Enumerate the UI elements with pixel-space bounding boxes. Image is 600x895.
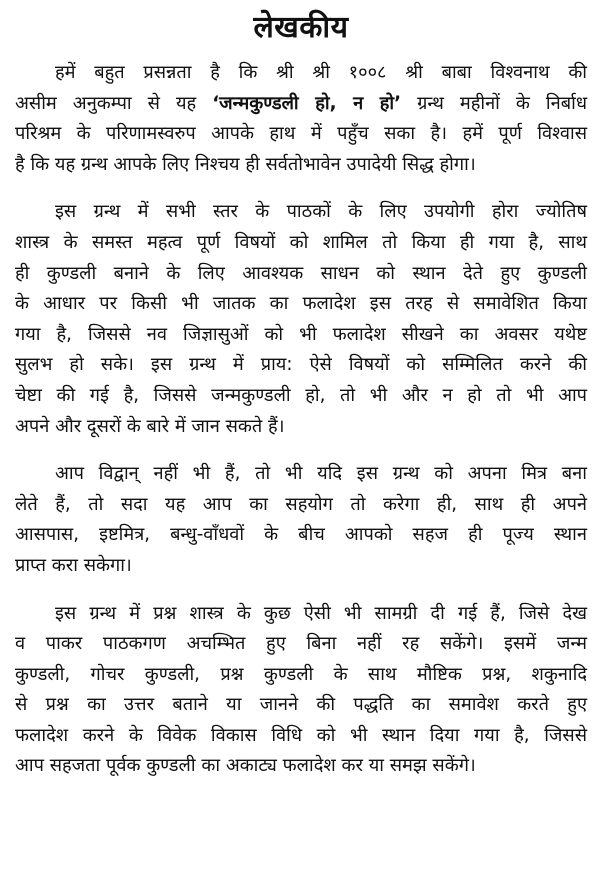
- page-title: लेखकीय: [253, 10, 349, 45]
- text-run: असीम अनुकम्पा से यह: [15, 92, 213, 114]
- paragraph-line: [15, 89, 587, 120]
- paragraph-line: प्राप्त करा सकेगा।: [15, 554, 132, 576]
- paragraph-line: आप विद्वान् नहीं भी हैं, तो भी यदि इस ग्रन्थ को अपना मित्र बना: [55, 463, 587, 485]
- paragraph-line: आसपास, इष्टमित्र, बन्धु-वाँधवों के बीच आपको सहज ही पूज्य स्थान: [15, 524, 587, 546]
- paragraph-line: परिश्रम के परिणामस्वरुप आपके हाथ में पहुँच सका है। हमें पूर्ण विश्वास: [15, 123, 587, 145]
- book-title-quote: ‘जन्मकुण्डली हो, न हो’: [212, 92, 402, 114]
- paragraph-line: सुलभ हो सके। इस ग्रन्थ में प्राय: ऐसे विषयों को सम्मिलित करने की: [15, 354, 587, 376]
- paragraph-line: कुण्डली, गोचर कुण्डली, प्रश्न कुण्डली के साथ मौष्टिक प्रश्न, शकुनादि: [15, 663, 587, 685]
- paragraph-line: ही कुण्डली बनाने के लिए आवश्यक साधन को स्थान देते हुए कुण्डली: [15, 262, 587, 284]
- paragraph-line: हमें बहुत प्रसन्नता है कि श्री श्री १००८ श्री बाबा विश्वनाथ की: [55, 62, 587, 83]
- paragraph-line: शास्त्र के समस्त महत्व पूर्ण विषयों को शामिल तो किया ही गया है, साथ: [15, 231, 587, 253]
- paragraph-line: चेष्टा की गई है, जिससे जन्मकुण्डली हो, तो भी और न हो तो भी आप: [15, 384, 587, 406]
- text-run: ग्रन्थ महीनों के निर्बाध: [401, 92, 588, 114]
- paragraph-line: गया है, जिससे नव जिज्ञासुओं को भी फलादेश सीखने का अवसर यथेष्ट: [15, 323, 587, 345]
- paragraph-line: इस ग्रन्थ में सभी स्तर के पाठकों के लिए उपयोगी होरा ज्योतिष: [55, 201, 587, 223]
- paragraph-line: इस ग्रन्थ में प्रश्न शास्त्र के कुछ ऐसी भी सामग्री दी गई हैं, जिसे देख: [55, 602, 587, 624]
- paragraph-1: [15, 58, 587, 180]
- paragraph-line: के आधार पर किसी भी जातक का फलादेश इस तरह से समावेशित किया: [15, 293, 587, 315]
- paragraph-line: से प्रश्न का उत्तर बताने या जानने की पद्धति का समावेश करते हुए: [15, 694, 587, 716]
- paragraph-line: लेते हैं, तो सदा यह आप का सहयोग तो करेगा ही, साथ ही अपने: [15, 493, 587, 515]
- paragraph-line: है कि यह ग्रन्थ आपके लिए निश्चय ही सर्वतोभावेन उपादेयी सिद्ध होगा।: [15, 153, 476, 175]
- paragraph-line: फलादेश करने के विवेक विकास विधि को भी स्थान दिया गया है, जिससे: [15, 724, 587, 746]
- paragraph-line: आप सहजता पूर्वक कुण्डली का अकाट्य फलादेश कर या समझ सकेंगे।: [15, 755, 476, 777]
- paragraph-3: [15, 459, 587, 581]
- paragraph-line: अपने और दूसरों के बारे में जान सकते हैं।: [15, 415, 285, 437]
- paragraph-line: व पाकर पाठकगण अचम्भित हुए बिना नहीं रह सकेंगे। इसमें जन्म: [15, 633, 587, 655]
- paragraph-2: [15, 197, 587, 442]
- paragraph-4: [15, 599, 587, 783]
